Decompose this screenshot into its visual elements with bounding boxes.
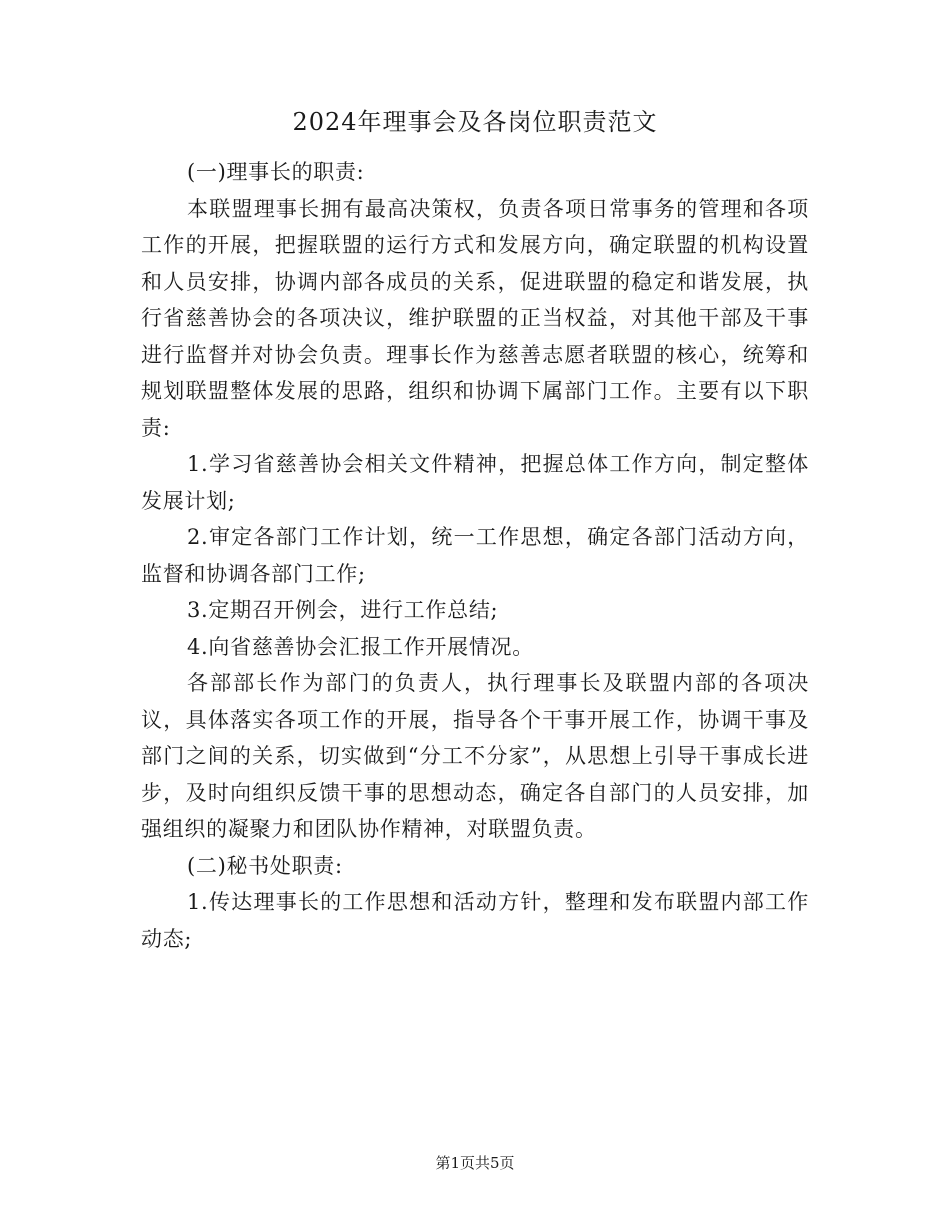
- list-item-3: 3.定期召开例会，进行工作总结;: [187, 598, 499, 622]
- section-heading-chairman: (一)理事长的职责:: [187, 160, 365, 184]
- secretariat-item-1: 1.传达理事长的工作思想和活动方针，整理和发布联盟内部工作动态;: [141, 890, 809, 951]
- section-heading-secretariat: (二)秘书处职责:: [187, 853, 343, 878]
- paragraph-chairman-duties: 本联盟理事长拥有最高决策权，负责各项日常事务的管理和各项工作的开展，把握联盟的运行方式和发展方向，确定联盟的机构设置和人员安排，协调内部各成员的关系，促进联盟的稳定和谐发展，执行省慈善协会的各项决议，维护联盟的正当权益，对其他干部及干事进行监督并对协会负责。理事长作为慈善志愿者联盟的核心，统筹和规划联盟整体发展的思路，组织和协调下属部门工作。主要有以下职责:: [141, 196, 809, 440]
- document-body: [141, 154, 809, 957]
- list-item-1: 1.学习省慈善协会相关文件精神，把握总体工作方向，制定整体发展计划;: [141, 452, 809, 513]
- paragraph-department-heads: 各部部长作为部门的负责人，执行理事长及联盟内部的各项决议，具体落实各项工作的开展，指导各个干事开展工作，协调干事及部门之间的关系，切实做到“分工不分家”，从思想上引导干事成长进步，及时向组织反馈干事的思想动态，确定各自部门的人员安排，加强组织的凝聚力和团队协作精神，对联盟负责。: [141, 671, 809, 841]
- document-title: 2024年理事会及各岗位职责范文: [292, 108, 658, 136]
- list-item-2: 2.审定各部门工作计划，统一工作思想，确定各部门活动方向，监督和协调各部门工作;: [141, 525, 809, 586]
- list-item-4: 4.向省慈善协会汇报工作开展情况。: [187, 634, 534, 659]
- page-footer: 第1页共5页: [435, 1154, 515, 1172]
